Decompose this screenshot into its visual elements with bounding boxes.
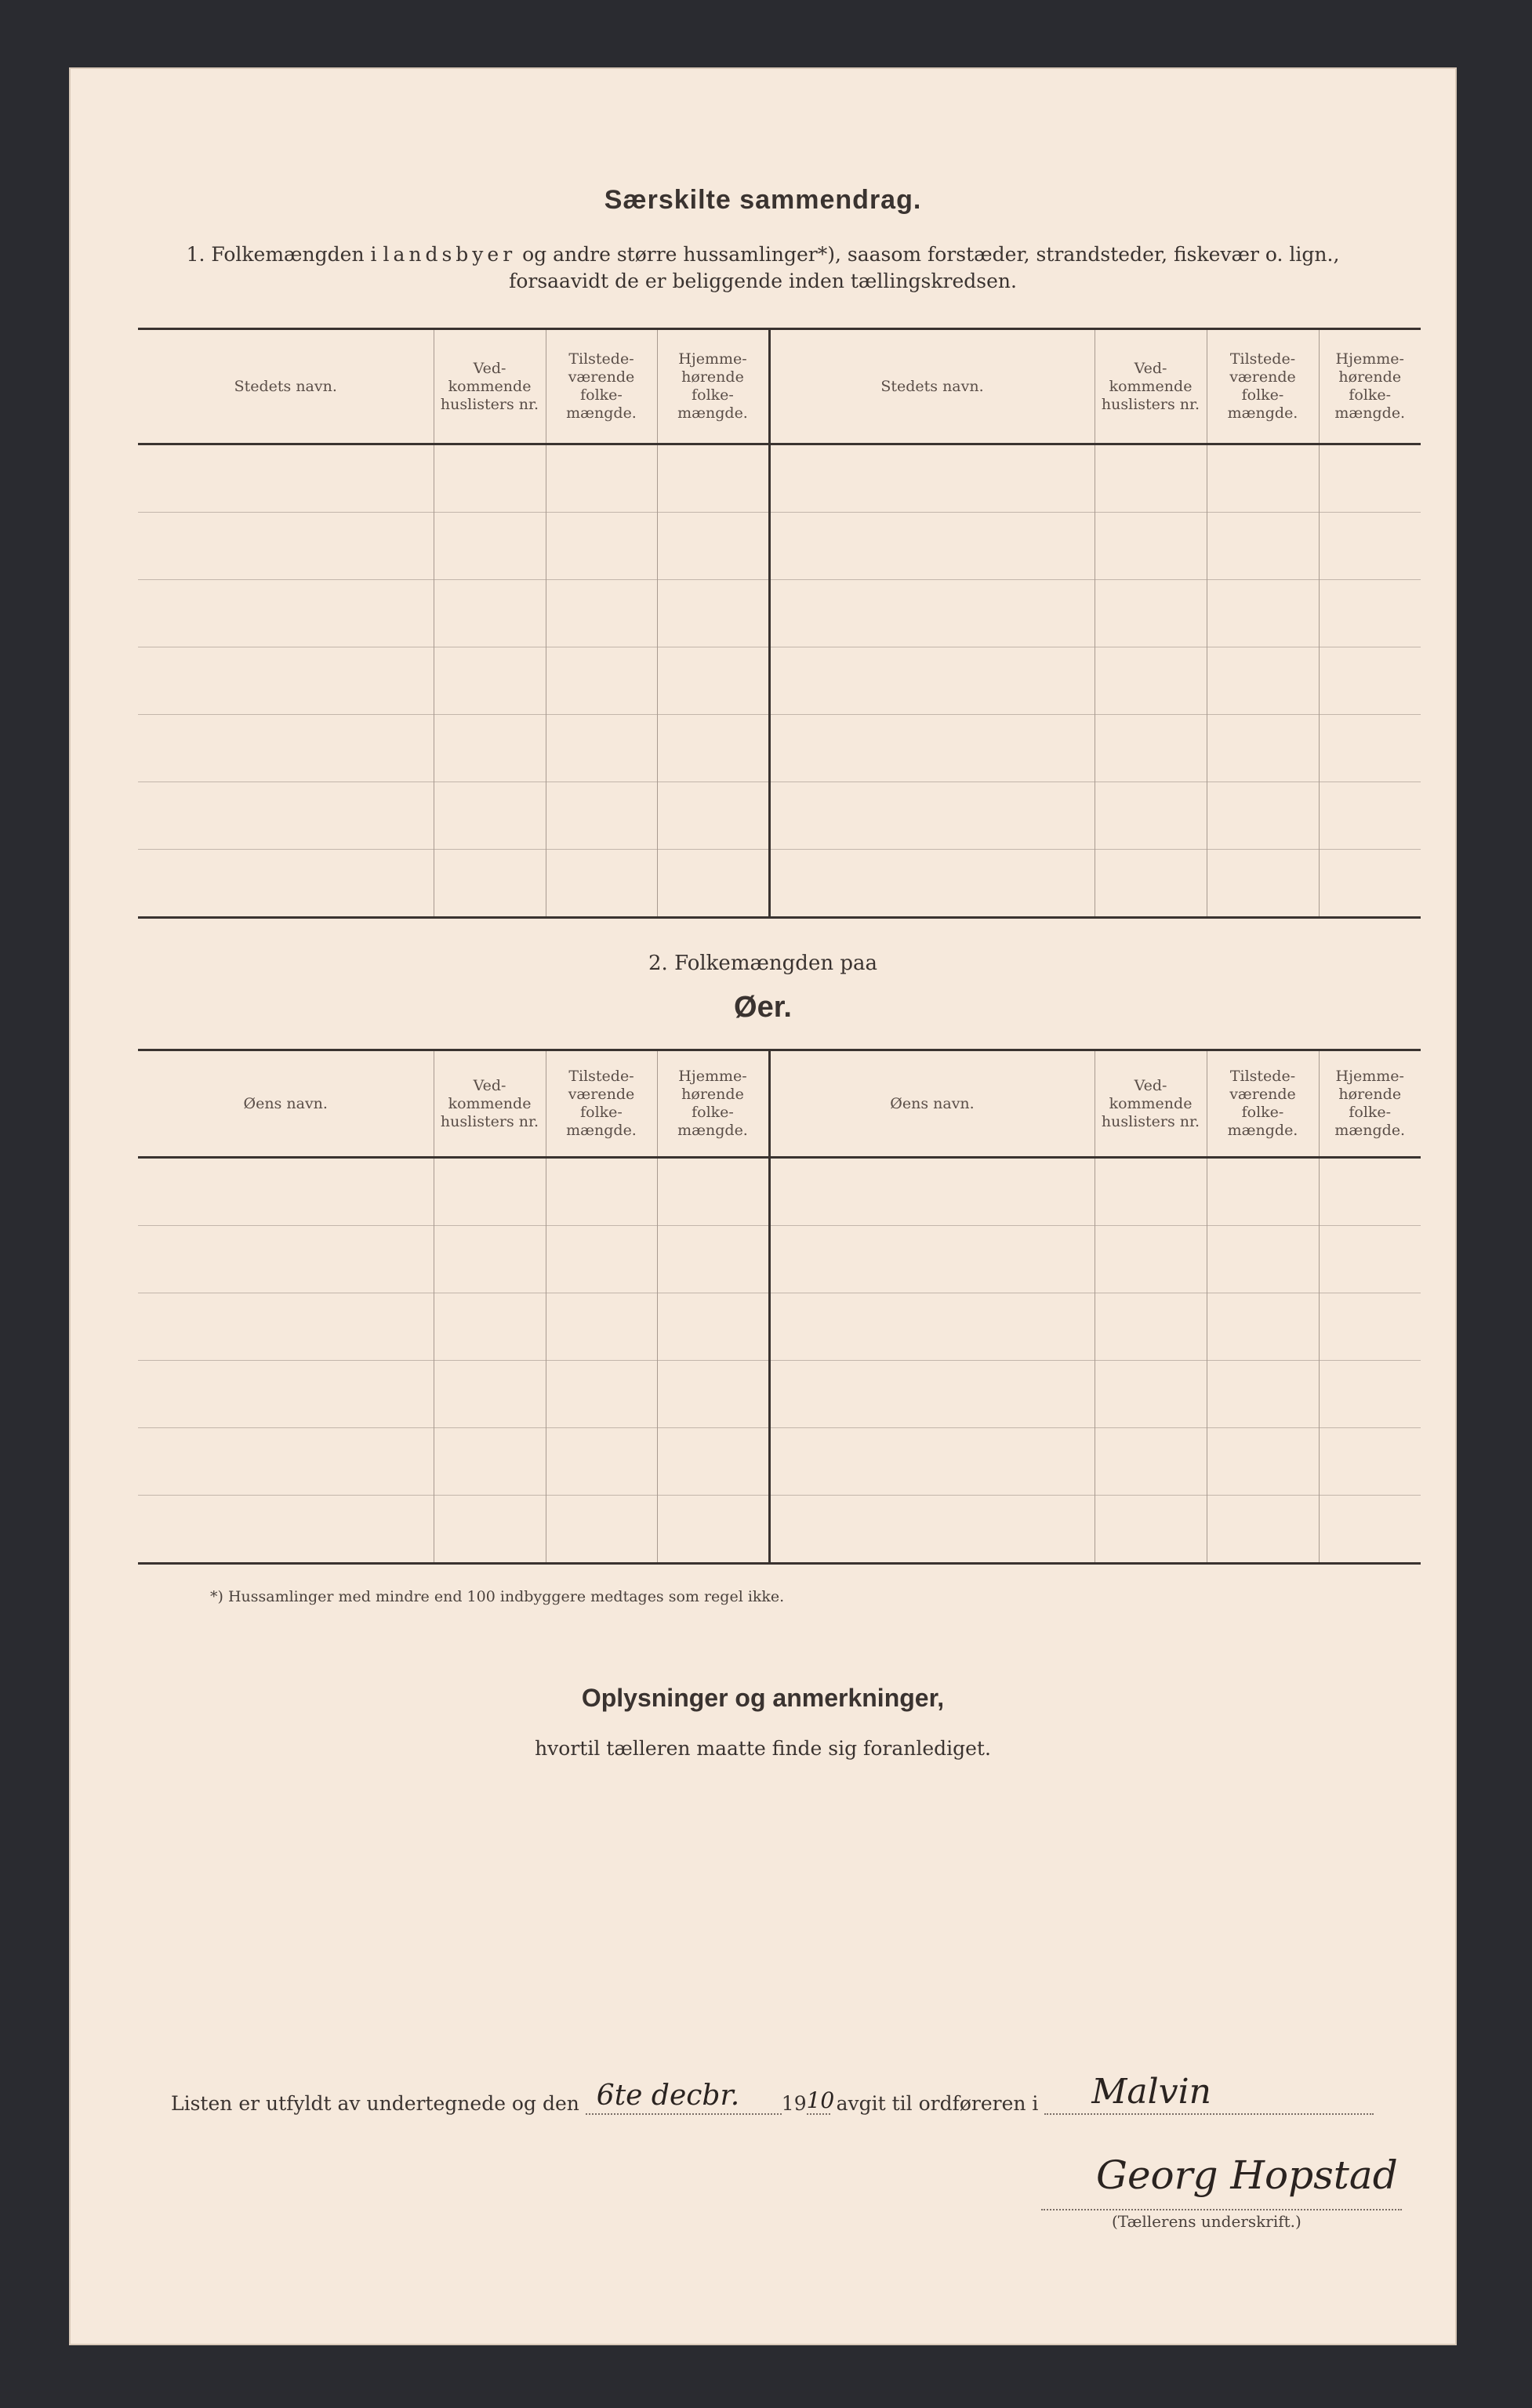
table-row	[138, 1158, 1421, 1226]
villages-table	[138, 328, 1421, 919]
table-row	[138, 850, 1421, 918]
table-row	[138, 444, 1421, 513]
table-row	[138, 1496, 1421, 1564]
header-present-population: Tilstede-værende folke-mængde.	[546, 1050, 657, 1158]
place-field	[1044, 2072, 1374, 2115]
table-row	[138, 1428, 1421, 1496]
header-resident-population: Hjemme-hørende folke-mængde.	[657, 1050, 769, 1158]
closing-text-b: avgit til ordføreren i	[836, 2092, 1039, 2115]
intro-text-b: og andre større hussamlinger*), saasom forstæder, strandsteder, fiskevær o. lign.,	[522, 243, 1340, 266]
census-form-page	[69, 67, 1457, 2345]
header-present-population-2: Tilstede-værende folke-mængde.	[1207, 329, 1319, 444]
islands-table	[138, 1049, 1421, 1565]
section-2-label: 2. Folkemængden paa	[648, 952, 877, 975]
table-row	[138, 1293, 1421, 1361]
table-row	[138, 513, 1421, 580]
table-header-row	[138, 1050, 1421, 1158]
header-island-name: Øens navn.	[138, 1050, 434, 1158]
header-list-number-2: Ved-kommende huslisters nr.	[1095, 1050, 1207, 1158]
remarks-subtitle: hvortil tælleren maatte finde sig foranlediget.	[535, 1737, 991, 1760]
header-island-name-2: Øens navn.	[769, 1050, 1095, 1158]
handwritten-year: 10	[806, 2087, 835, 2113]
table-header-row	[138, 329, 1421, 444]
year-field	[806, 2087, 835, 2115]
table-row	[138, 1361, 1421, 1428]
remarks-title: Oplysninger og anmerkninger,	[581, 1684, 945, 1712]
header-present-population: Tilstede-værende folke-mængde.	[546, 329, 657, 444]
table-row	[138, 647, 1421, 715]
section-2-title: Øer.	[734, 991, 792, 1024]
date-field	[586, 2080, 782, 2115]
intro-line-1	[116, 241, 1410, 268]
header-list-number-2: Ved-kommende huslisters nr.	[1095, 329, 1207, 444]
intro-number: 1.	[186, 243, 205, 266]
header-resident-population-2: Hjemme-hørende folke-mængde.	[1319, 1050, 1421, 1158]
intro-line-2: forsaavidt de er beliggende inden tællingskredsen.	[509, 270, 1017, 292]
table-row	[138, 782, 1421, 850]
header-list-number: Ved-kommende huslisters nr.	[434, 1050, 546, 1158]
table-row	[138, 1226, 1421, 1293]
closing-line	[171, 2072, 1374, 2115]
handwritten-place: Malvin	[1091, 2072, 1211, 2112]
footnote: *) Hussamlinger med mindre end 100 indbyggere medtages som regel ikke.	[210, 1588, 785, 1605]
table-row	[138, 715, 1421, 782]
page-heading: Særskilte sammendrag.	[604, 185, 922, 215]
header-list-number: Ved-kommende huslisters nr.	[434, 329, 546, 444]
header-present-population-2: Tilstede-værende folke-mængde.	[1207, 1050, 1319, 1158]
intro-text-a: Folkemængden i	[211, 243, 377, 266]
year-prefix: 19	[781, 2092, 807, 2115]
handwritten-date: 6te decbr.	[596, 2080, 740, 2112]
header-place-name: Stedets navn.	[138, 329, 434, 444]
handwritten-signature: Georg Hopstad	[1096, 2152, 1398, 2198]
closing-text-a: Listen er utfyldt av undertegnede og den	[171, 2092, 579, 2115]
header-place-name-2: Stedets navn.	[769, 329, 1095, 444]
signature-label: (Tællerens underskrift.)	[1112, 2212, 1301, 2231]
header-resident-population: Hjemme-hørende folke-mængde.	[657, 329, 769, 444]
table-row	[138, 580, 1421, 647]
header-resident-population-2: Hjemme-hørende folke-mængde.	[1319, 329, 1421, 444]
intro-spaced-word: landsbyer	[383, 243, 517, 266]
